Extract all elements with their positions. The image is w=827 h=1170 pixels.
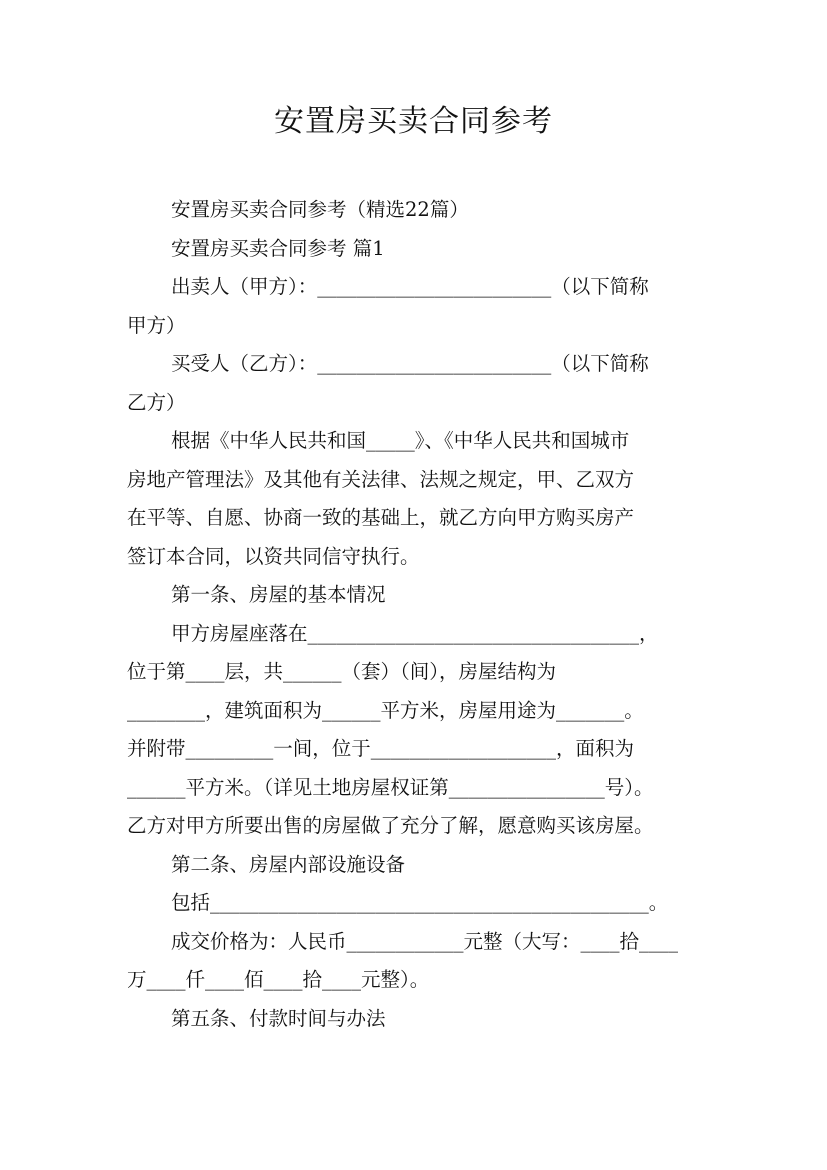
paragraph-buyer: 买受人（乙方）：________________________（以下简称 (171, 352, 649, 375)
article-one-area: ________，建筑面积为______平方米，房屋用途为_______。 (127, 698, 644, 722)
price-paragraph: 成交价格为：人民币____________元整（大写：____拾____ (171, 929, 679, 953)
article-one-location: 甲方房屋座落在__________________________________， (171, 621, 659, 645)
paragraph-seller: 出卖人（甲方）：________________________（以下简称 (171, 275, 649, 298)
article-five-heading: 第五条、付款时间与办法 (171, 1006, 386, 1030)
article-one-acknowledgement: 乙方对甲方所要出售的房屋做了充分了解，愿意购买该房屋。 (127, 814, 654, 837)
paragraph-buyer-cont: 乙方） (127, 390, 186, 414)
document-body (127, 191, 705, 1038)
paragraph-subtitle: 安置房买卖合同参考（精选22篇） (171, 198, 469, 221)
paragraph-basis-cont-3: 签订本合同，以资共同信守执行。 (127, 544, 420, 568)
article-one-heading: 第一条、房屋的基本情况 (171, 583, 386, 606)
article-one-attached: 并附带_________一间，位于___________________，面积为 (127, 737, 635, 760)
price-paragraph-cont: 万____仟____佰____拾____元整）。 (127, 968, 430, 991)
article-one-floor: 位于第____层，共______（套）（间），房屋结构为 (127, 660, 557, 683)
article-two-includes: 包括_____________________________________________。 (171, 891, 669, 914)
paragraph-basis-cont-2: 在平等、自愿、协商一致的基础上，就乙方向甲方购买房产 (127, 506, 635, 529)
document-title: 安置房买卖合同参考 (274, 104, 553, 139)
paragraph-basis: 根据《中华人民共和国_____》、《中华人民共和国城市 (171, 429, 630, 452)
paragraph-seller-cont: 甲方） (127, 313, 186, 337)
article-two-heading: 第二条、房屋内部设施设备 (171, 852, 406, 876)
paragraph-section-heading: 安置房买卖合同参考 篇1 (171, 236, 385, 260)
paragraph-basis-cont-1: 房地产管理法》及其他有关法律、法规之规定，甲、乙双方 (127, 467, 635, 491)
article-one-certificate: ______平方米。（详见土地房屋权证第________________号）。 (127, 775, 654, 799)
